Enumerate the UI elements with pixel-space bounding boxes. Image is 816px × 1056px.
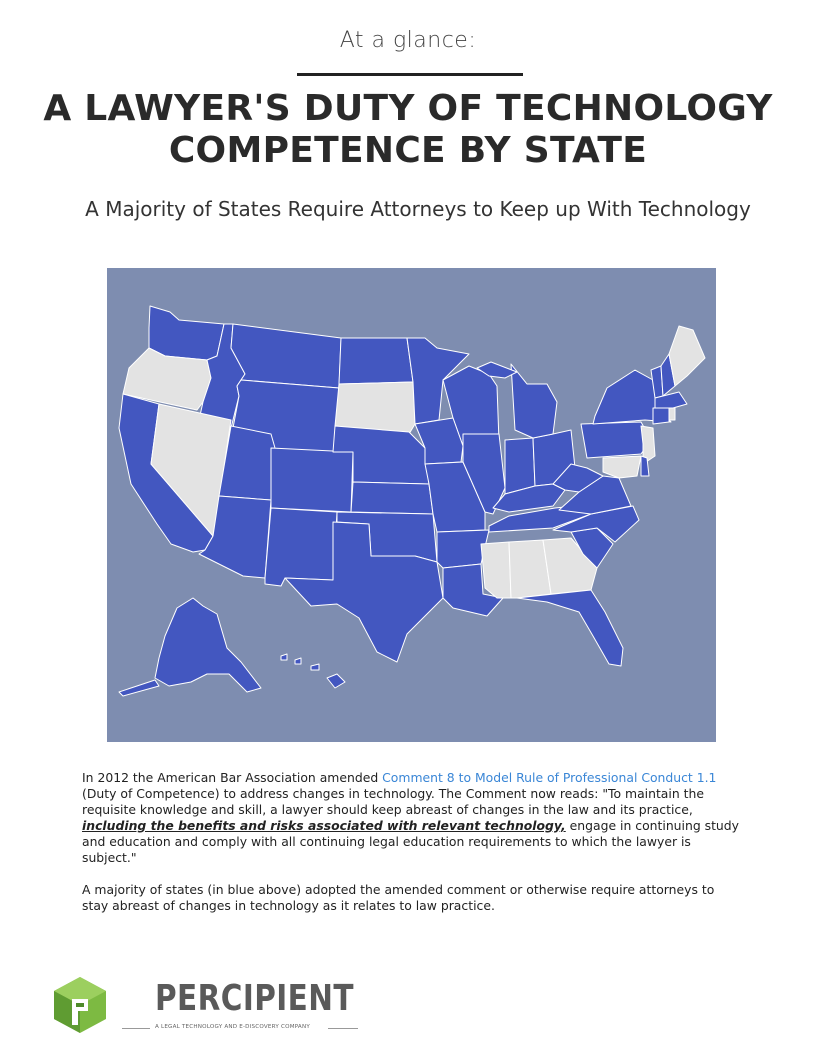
- title-line-1: A LAWYER'S DUTY OF TECHNOLOGY: [43, 88, 773, 129]
- state-nm: [265, 508, 337, 586]
- p1-end: engage in continuing study and education and comply with all continuing legal education requirements to which the lawyer is subject.": [82, 818, 739, 865]
- logo-wordmark: PERCIPIENT: [155, 978, 354, 1019]
- logo-tagline: A LEGAL TECHNOLOGY AND E-DISCOVERY COMPANY: [155, 1024, 310, 1030]
- state-fl: [517, 590, 623, 666]
- state-md: [603, 456, 641, 478]
- state-ks: [351, 482, 433, 514]
- state-ct: [653, 408, 669, 424]
- state-nd: [339, 338, 413, 384]
- state-ak-islands: [119, 680, 159, 696]
- us-states-map: [107, 268, 716, 742]
- state-ms: [481, 542, 511, 598]
- logo-line-left: [122, 1028, 150, 1029]
- body-text: [82, 770, 742, 930]
- paragraph-1: [82, 770, 742, 866]
- map-svg: [107, 268, 716, 742]
- state-wa: [149, 306, 224, 360]
- state-in: [505, 438, 535, 494]
- p1-mid: (Duty of Competence) to address changes in technology. The Comment now reads: "To maintain the requisite knowledge and skill, a lawyer should keep abreast of changes in the law and its practice,: [82, 786, 704, 817]
- p1-intro: In 2012 the American Bar Association amended: [82, 770, 383, 785]
- kicker-text: At a glance:: [339, 28, 477, 53]
- p1-emphasis: including the benefits and risks associated with relevant technology,: [82, 818, 566, 833]
- state-co: [271, 448, 353, 512]
- state-sd: [335, 382, 415, 434]
- state-hi-oahu: [295, 658, 301, 664]
- state-pa: [581, 422, 651, 458]
- page-title: [0, 88, 816, 172]
- state-hi-kauai: [281, 654, 287, 660]
- subtitle: A Majority of States Require Attorneys to Keep up With Technology: [85, 197, 751, 221]
- state-mi: [511, 364, 557, 438]
- state-mt: [231, 324, 341, 388]
- title-divider: [297, 73, 523, 76]
- percipient-logo-icon: [52, 975, 108, 1040]
- logo-line-right: [328, 1028, 358, 1029]
- title-line-2: COMPETENCE BY STATE: [168, 130, 648, 171]
- paragraph-2: A majority of states (in blue above) adopted the amended comment or otherwise require attorneys to stay abreast of changes in technology as it relates to law practice.: [82, 882, 715, 913]
- state-hi-maui: [311, 664, 319, 670]
- comment-8-link[interactable]: Comment 8 to Model Rule of Professional Conduct 1.1: [382, 770, 717, 785]
- state-ak: [155, 598, 261, 692]
- state-ri: [669, 408, 675, 420]
- state-me: [669, 326, 705, 386]
- state-hi: [327, 674, 345, 688]
